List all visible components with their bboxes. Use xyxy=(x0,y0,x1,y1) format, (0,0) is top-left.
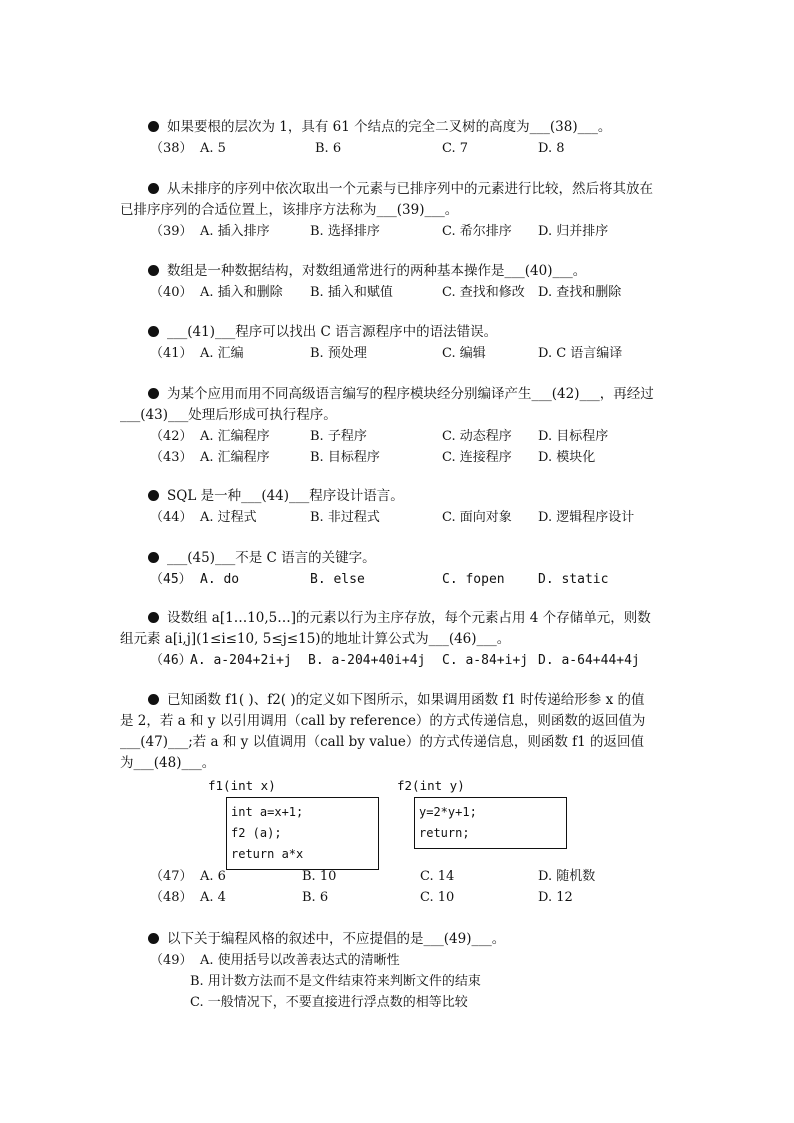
option-b: B. else xyxy=(310,572,365,587)
option-b: B. 6 xyxy=(315,141,342,156)
option-row xyxy=(120,282,680,303)
f1-code-box xyxy=(226,797,379,870)
option-d: D. 12 xyxy=(538,890,573,905)
question-stem: 以下关于编程风格的叙述中，不应提倡的是___(49)___。 xyxy=(167,931,506,947)
question-stem: ___(41)___程序可以找出 C 语言源程序中的语法错误。 xyxy=(167,324,498,340)
option-d: D. 模块化 xyxy=(538,450,596,465)
question-47-48-options xyxy=(120,866,680,908)
option-row xyxy=(120,507,680,528)
bullet-icon xyxy=(148,552,159,563)
option-c: C. 面向对象 xyxy=(442,510,512,525)
question-stem: 如果要根的层次为 1，具有 61 个结点的完全二叉树的高度为___(38)___。 xyxy=(167,119,612,135)
option-c: C. 一般情况下，不要直接进行浮点数的相等比较 xyxy=(190,995,468,1010)
code-line: y=2*y+1; xyxy=(419,805,477,819)
option-row xyxy=(120,569,680,590)
question-41 xyxy=(120,322,680,364)
option-row-47 xyxy=(120,866,680,887)
option-label: （46） xyxy=(150,653,192,668)
option-row-48 xyxy=(120,887,680,908)
option-b: B. 非过程式 xyxy=(310,510,380,525)
option-label: （41） xyxy=(150,346,193,361)
option-label: （40） xyxy=(150,285,193,300)
question-47-48 xyxy=(120,690,680,774)
option-a: A. 过程式 xyxy=(200,510,257,525)
question-stem-line1: 设数组 a[1…10,5…]的元素以行为主序存放，每个元素占用 4 个存储单元，则数 xyxy=(167,610,651,626)
option-a: A. 使用括号以改善表达式的清晰性 xyxy=(200,953,400,968)
option-row xyxy=(120,343,680,364)
bullet-icon xyxy=(148,490,159,501)
option-a: A. 插入排序 xyxy=(200,224,270,239)
question-44 xyxy=(120,486,680,528)
option-d: D. 8 xyxy=(538,141,565,156)
question-stem: ___(45)___不是 C 语言的关键字。 xyxy=(167,550,376,566)
option-d: D. 查找和删除 xyxy=(538,285,622,300)
code-line: int a=x+1; xyxy=(231,805,304,819)
question-46 xyxy=(120,608,680,671)
option-d: D. 随机数 xyxy=(538,869,596,884)
option-row xyxy=(120,971,680,992)
option-a: A. 插入和删除 xyxy=(200,285,283,300)
option-c: C. a-84+i+j xyxy=(442,653,529,668)
bullet-icon xyxy=(148,612,159,623)
option-label: （43） xyxy=(150,450,193,465)
option-label: （47） xyxy=(150,869,193,884)
question-39 xyxy=(120,179,680,242)
question-stem-line2: 是 2，若 a 和 y 以引用调用（call by reference）的方式传递信息，则函数的返回值为 xyxy=(120,713,646,729)
option-c: C. 动态程序 xyxy=(442,429,512,444)
option-row xyxy=(120,138,680,159)
option-b: B. 用计数方法而不是文件结束符来判断文件的结束 xyxy=(190,974,481,989)
option-c: C. 编辑 xyxy=(442,346,486,361)
option-a: A. 6 xyxy=(200,869,226,884)
option-label: （39） xyxy=(150,224,193,239)
option-b: B. 选择排序 xyxy=(310,224,380,239)
bullet-icon xyxy=(148,388,159,399)
option-label: （48） xyxy=(150,890,193,905)
option-a: A. 汇编程序 xyxy=(200,429,270,444)
option-c: C. fopen xyxy=(442,572,505,587)
code-line: return a*x xyxy=(231,847,304,861)
option-label: （45） xyxy=(150,572,192,587)
question-stem-line2: 组元素 a[i,j](1≤i≤10, 5≤j≤15)的地址计算公式为___(46)___。 xyxy=(120,631,511,647)
option-label: （44） xyxy=(150,510,193,525)
option-a: A. 汇编 xyxy=(200,346,244,361)
option-b: B. a-204+40i+4j xyxy=(308,653,426,668)
option-a: A. do xyxy=(200,572,240,587)
question-stem-line1: 已知函数 f1( )、f2( )的定义如下图所示，如果调用函数 f1 时传递给形参 x 的值 xyxy=(167,692,645,708)
bullet-icon xyxy=(148,265,159,276)
option-d: D. C 语言编译 xyxy=(538,346,623,361)
code-line: f2 (a); xyxy=(231,826,282,840)
option-a: A. 4 xyxy=(200,890,226,905)
option-row xyxy=(120,221,680,242)
option-row-43 xyxy=(120,447,680,468)
question-stem-line3: ___(47)___;若 a 和 y 以值调用（call by value）的方式传递信息，则函数 f1 的返回值 xyxy=(120,734,645,750)
bullet-icon xyxy=(148,121,159,132)
option-b: B. 6 xyxy=(302,890,329,905)
option-a: A. 汇编程序 xyxy=(200,450,270,465)
question-stem: SQL 是一种___(44)___程序设计语言。 xyxy=(167,488,404,504)
question-stem-line2: ___(43)___处理后形成可执行程序。 xyxy=(120,407,337,423)
option-c: C. 10 xyxy=(420,890,455,905)
option-b: B. 插入和赋值 xyxy=(310,285,393,300)
option-c: C. 希尔排序 xyxy=(442,224,512,239)
option-d: D. static xyxy=(538,572,609,587)
option-row xyxy=(120,950,680,971)
option-d: D. 逻辑程序设计 xyxy=(538,510,635,525)
option-b: B. 10 xyxy=(302,869,337,884)
bullet-icon xyxy=(148,694,159,705)
option-row-42 xyxy=(120,426,680,447)
option-row xyxy=(120,650,680,671)
question-40 xyxy=(120,261,680,303)
question-stem-line4: 为___(48)___。 xyxy=(120,755,216,771)
option-a: A. a-204+2i+j xyxy=(190,653,292,668)
option-d: D. 归并排序 xyxy=(538,224,609,239)
option-b: B. 子程序 xyxy=(310,429,367,444)
option-c: C. 7 xyxy=(442,141,469,156)
option-label: （42） xyxy=(150,429,193,444)
question-38 xyxy=(120,117,680,159)
option-d: D. a-64+44+4j xyxy=(538,653,640,668)
option-c: C. 14 xyxy=(420,869,455,884)
option-b: B. 目标程序 xyxy=(310,450,380,465)
question-42-43 xyxy=(120,384,680,468)
bullet-icon xyxy=(148,183,159,194)
option-c: C. 查找和修改 xyxy=(442,285,525,300)
f2-title: f2(int y) xyxy=(397,778,465,793)
option-d: D. 目标程序 xyxy=(538,429,609,444)
option-label: （49） xyxy=(150,953,193,968)
question-stem-line2: 已排序序列的合适位置上，该排序方法称为___(39)___。 xyxy=(120,202,459,218)
option-row xyxy=(120,992,680,1013)
question-stem-line1: 为某个应用而用不同高级语言编写的程序模块经分别编译产生___(42)___，再经过 xyxy=(167,386,654,402)
f1-title: f1(int x) xyxy=(208,778,276,793)
option-c: C. 连接程序 xyxy=(442,450,512,465)
option-b: B. 预处理 xyxy=(310,346,367,361)
option-label: （38） xyxy=(150,141,193,156)
question-stem: 数组是一种数据结构，对数组通常进行的两种基本操作是___(40)___。 xyxy=(167,263,587,279)
bullet-icon xyxy=(148,933,159,944)
bullet-icon xyxy=(148,326,159,337)
f2-code-box xyxy=(414,797,567,849)
question-45 xyxy=(120,548,680,590)
question-49 xyxy=(120,929,680,1013)
code-line: return; xyxy=(419,826,470,840)
option-a: A. 5 xyxy=(200,141,226,156)
question-stem-line1: 从未排序的序列中依次取出一个元素与已排序列中的元素进行比较，然后将其放在 xyxy=(167,181,653,197)
